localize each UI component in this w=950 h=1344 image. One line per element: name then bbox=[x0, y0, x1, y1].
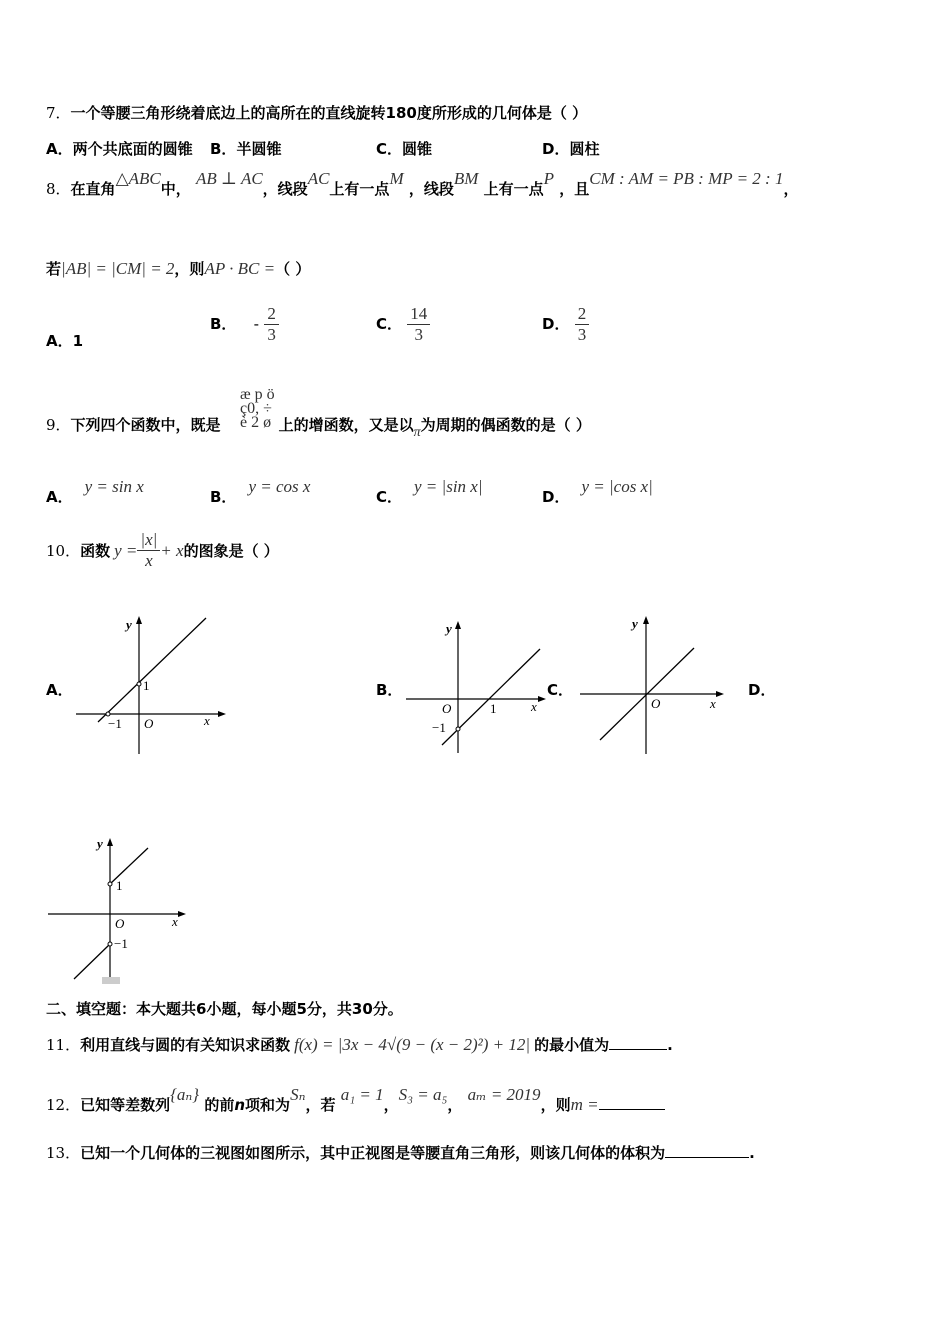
origin-label: O bbox=[144, 716, 154, 731]
answer-blank[interactable] bbox=[665, 1157, 749, 1158]
numerator: |x| bbox=[137, 530, 160, 551]
tick-label: −1 bbox=[114, 936, 128, 951]
numerator: 2 bbox=[575, 304, 590, 325]
question-number: 12． bbox=[46, 1096, 81, 1114]
text: 利用直线与圆的有关知识求函数 bbox=[80, 1036, 291, 1054]
question-number: 8． bbox=[46, 180, 71, 198]
graph-b bbox=[400, 615, 550, 760]
denominator: 3 bbox=[267, 325, 276, 344]
question-9-stem bbox=[46, 414, 591, 440]
question-number: 13． bbox=[46, 1144, 81, 1162]
numerator: 2 bbox=[264, 304, 279, 325]
text: ， bbox=[783, 180, 799, 198]
q9-option-c bbox=[376, 477, 483, 507]
question-7-stem bbox=[46, 102, 587, 123]
math: |AB| = |CM| = 2 bbox=[61, 259, 175, 278]
q7-option-b bbox=[210, 138, 281, 159]
q8-option-c bbox=[376, 304, 430, 345]
question-10-stem bbox=[46, 530, 279, 571]
math: AP · BC = bbox=[204, 259, 276, 278]
text: 上的增函数，又是以 bbox=[278, 416, 414, 434]
question-8-condition bbox=[46, 258, 310, 279]
question-text: 一个等腰三角形绕着底边上的高所在的直线旋转180度所形成的几何体是（ ） bbox=[70, 104, 588, 122]
math: △ABC bbox=[115, 169, 161, 188]
denominator: x bbox=[145, 551, 153, 570]
option-label: A． bbox=[46, 332, 73, 350]
option-expr: y = cos x bbox=[248, 477, 311, 496]
math: P bbox=[543, 169, 555, 188]
q9-option-a bbox=[46, 477, 144, 507]
q8-option-a bbox=[46, 330, 83, 351]
math: aₘ = 2019 bbox=[467, 1085, 541, 1104]
text: 下列四个函数中，既是 bbox=[70, 416, 221, 434]
math: π bbox=[413, 425, 421, 440]
q7-option-c bbox=[376, 138, 432, 159]
option-expr: y = sin x bbox=[84, 477, 144, 496]
q10-option-d-label: D． bbox=[748, 681, 776, 699]
text: ，若 bbox=[305, 1096, 336, 1114]
fraction bbox=[407, 304, 430, 345]
text: 为周期的偶函数的是（ ） bbox=[420, 416, 591, 434]
q10-option-b-label: B． bbox=[376, 681, 403, 699]
text: 在直角 bbox=[70, 180, 116, 198]
option-text: 半圆锥 bbox=[236, 140, 282, 158]
text: ，则 bbox=[174, 260, 205, 278]
origin-label: O bbox=[442, 701, 452, 716]
text: ，且 bbox=[559, 180, 590, 198]
option-label: A． bbox=[46, 488, 73, 506]
answer-blank[interactable] bbox=[609, 1049, 667, 1050]
math: n bbox=[234, 1096, 246, 1114]
question-12 bbox=[46, 1085, 665, 1115]
fraction bbox=[264, 304, 279, 345]
math: f(x) = |3x − 4√(9 − (x − 2)²) + 12| bbox=[294, 1035, 531, 1054]
option-label: A． bbox=[46, 140, 73, 158]
graph-d bbox=[44, 836, 194, 988]
fraction bbox=[575, 304, 590, 345]
tick-label: 1 bbox=[490, 701, 497, 716]
option-label: B． bbox=[210, 488, 237, 506]
q8-option-d bbox=[542, 304, 589, 345]
option-expr: y = |sin x| bbox=[414, 477, 483, 496]
q9-option-b bbox=[210, 477, 311, 507]
text: ，线段 bbox=[262, 180, 308, 198]
interval-line: æ p ö bbox=[240, 386, 275, 403]
math: AC bbox=[307, 169, 330, 188]
fraction bbox=[137, 530, 160, 571]
y-axis-label: y bbox=[97, 836, 103, 851]
option-expr: y = |cos x| bbox=[581, 477, 653, 496]
x-axis-label: x bbox=[710, 696, 716, 711]
q8-option-b bbox=[210, 304, 279, 345]
graph-c bbox=[576, 612, 726, 760]
option-text: 圆锥 bbox=[402, 140, 433, 158]
math: y = bbox=[114, 540, 138, 560]
tick-label: 1 bbox=[143, 678, 150, 693]
tick-label: −1 bbox=[432, 720, 446, 735]
option-label: C． bbox=[376, 315, 403, 333]
text: 若 bbox=[46, 260, 62, 278]
y-axis-label: y bbox=[126, 617, 132, 632]
option-value: 1 bbox=[72, 332, 84, 350]
text: ， bbox=[447, 1096, 463, 1114]
question-number: 10． bbox=[46, 542, 81, 560]
graph-a bbox=[70, 612, 230, 762]
answer-blank[interactable] bbox=[599, 1109, 665, 1110]
text: 的图象是（ ） bbox=[183, 542, 279, 560]
text: 上有一点 bbox=[483, 180, 544, 198]
q7-option-d bbox=[542, 138, 599, 159]
text: 的最小值为 bbox=[534, 1036, 610, 1054]
option-label: D． bbox=[542, 488, 570, 506]
denominator: 3 bbox=[577, 325, 587, 344]
text: ，则 bbox=[540, 1096, 571, 1114]
x-axis-label: x bbox=[204, 713, 210, 728]
option-label: D． bbox=[542, 140, 570, 158]
section-2-title: 二、填空题：本大题共6小题，每小题5分，共30分。 bbox=[46, 1000, 403, 1018]
text: （ ） bbox=[275, 260, 311, 278]
math: Sₙ bbox=[290, 1085, 306, 1104]
question-11 bbox=[46, 1034, 673, 1055]
math: + x bbox=[160, 540, 184, 560]
q7-option-a bbox=[46, 138, 193, 159]
math: S₃ = a₅ bbox=[398, 1085, 448, 1104]
q9-option-d bbox=[542, 477, 653, 507]
question-13 bbox=[46, 1142, 755, 1163]
denominator: 3 bbox=[414, 325, 423, 344]
option-label: C． bbox=[376, 140, 403, 158]
question-number: 7． bbox=[46, 104, 71, 122]
option-label: C． bbox=[376, 488, 403, 506]
y-axis-label: y bbox=[446, 621, 452, 636]
text: 上有一点 bbox=[329, 180, 390, 198]
text: 已知一个几何体的三视图如图所示，其中正视图是等腰直角三角形，则该几何体的体积为 bbox=[80, 1144, 666, 1162]
minus-sign: - bbox=[253, 315, 260, 333]
text: ， bbox=[383, 1096, 399, 1114]
q10-option-c-label: C． bbox=[547, 681, 574, 699]
option-text: 两个共底面的圆锥 bbox=[72, 140, 193, 158]
origin-label: O bbox=[115, 916, 125, 931]
numerator: 14 bbox=[407, 304, 430, 325]
x-axis-label: x bbox=[531, 699, 537, 714]
math: CM : AM = PB : MP = 2 : 1 bbox=[589, 169, 784, 188]
text: 已知等差数列 bbox=[80, 1096, 171, 1114]
text: ，线段 bbox=[408, 180, 454, 198]
question-8-stem bbox=[46, 169, 799, 199]
origin-label: O bbox=[651, 696, 661, 711]
math: m = bbox=[570, 1095, 599, 1114]
tick-label: −1 bbox=[108, 716, 122, 731]
text: 的前 bbox=[204, 1096, 235, 1114]
math: {aₙ} bbox=[170, 1085, 200, 1104]
tick-label: 1 bbox=[116, 878, 123, 893]
option-label: D． bbox=[542, 315, 570, 333]
question-number: 11． bbox=[46, 1036, 81, 1054]
text: 项和为 bbox=[245, 1096, 291, 1114]
interval-line: ç0, ÷ bbox=[240, 400, 272, 417]
text: 中， bbox=[160, 180, 191, 198]
q10-option-a-label: A． bbox=[46, 681, 73, 699]
interval-line: è 2 ø bbox=[240, 414, 272, 431]
question-number: 9． bbox=[46, 416, 71, 434]
x-axis-label: x bbox=[172, 914, 178, 929]
text: 函数 bbox=[80, 542, 111, 560]
option-text: 圆柱 bbox=[569, 140, 600, 158]
text: . bbox=[749, 1144, 755, 1162]
math: AB ⊥ AC bbox=[196, 169, 263, 188]
option-label: B． bbox=[210, 140, 237, 158]
math: M bbox=[389, 169, 404, 188]
math: BM bbox=[453, 169, 479, 188]
text: . bbox=[667, 1036, 673, 1054]
math: a₁ = 1 bbox=[340, 1085, 384, 1104]
y-axis-label: y bbox=[632, 616, 638, 631]
option-label: B． bbox=[210, 315, 237, 333]
